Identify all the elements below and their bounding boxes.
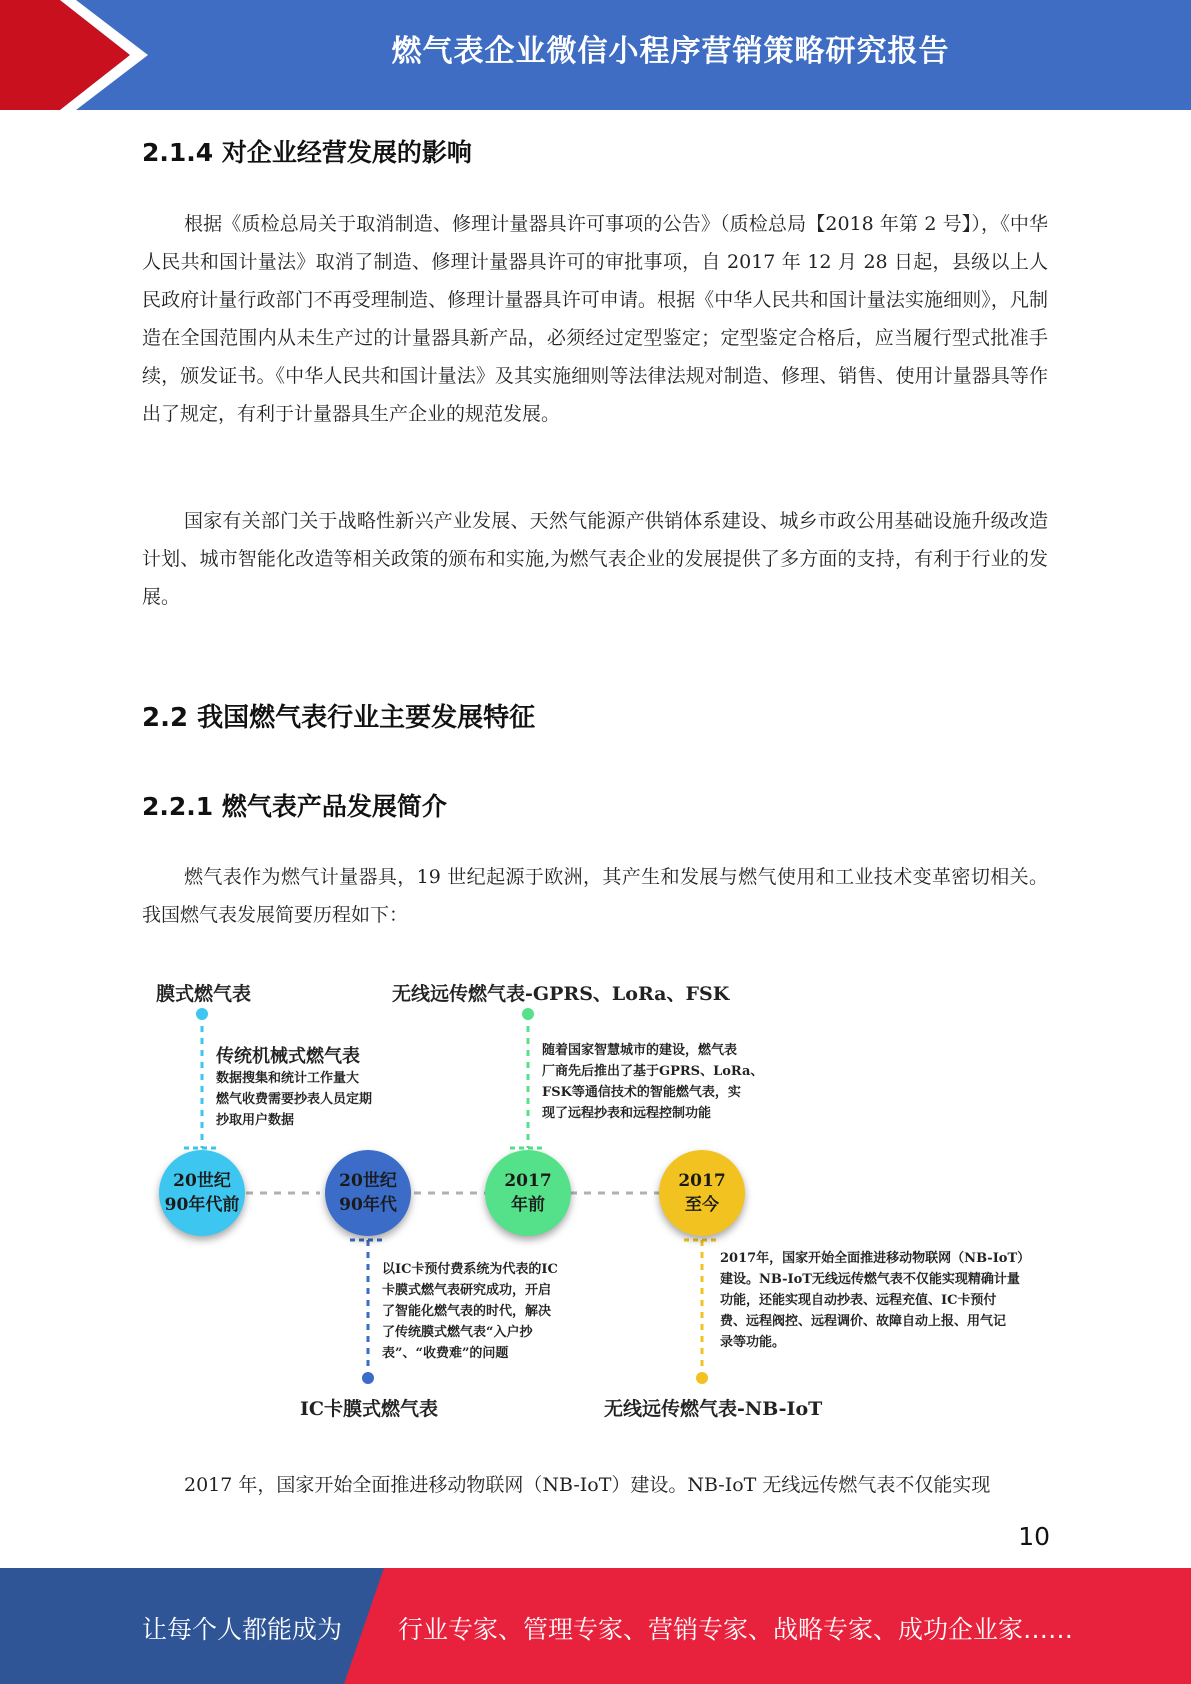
timeline-label-diaphragm-meter: 膜式燃气表	[156, 983, 252, 1005]
section-heading-2-2-1: 2.2.1 燃气表产品发展简介	[142, 792, 447, 821]
paragraph: 燃气表作为燃气计量器具，19 世纪起源于欧洲，其产生和发展与燃气使用和工业技术变革密切相关。我国燃气表发展简要历程如下：	[142, 866, 1048, 926]
timeline-node-1990s: 20世纪 90年代	[325, 1150, 411, 1236]
timeline-desc2: 以IC卡预付费系统为代表的IC 卡膜式燃气表研究成功，开启 了智能化燃气表的时代，解决 了传统膜式燃气表“入户抄 表”、“收费难”的问题	[382, 1262, 558, 1361]
paragraph: 2017 年，国家开始全面推进移动物联网（NB-IoT）建设。NB-IoT 无线远传燃气表不仅能实现	[184, 1474, 991, 1496]
timeline-desc1-title: 传统机械式燃气表	[216, 1046, 360, 1067]
timeline-desc1: 数据搜集和统计工作量大 燃气收费需要抄表人员定期 抄取用户数据	[216, 1071, 373, 1128]
timeline-connectors	[142, 960, 1062, 1430]
footer-slogan-right: 行业专家、管理专家、营销专家、战略专家、成功企业家……	[398, 1615, 1074, 1644]
page-number: 10	[1018, 1522, 1050, 1551]
timeline-label-wireless-gprs-meter: 无线远传燃气表-GPRS、LoRa、FSK	[392, 983, 730, 1005]
section-heading-2-1-4: 2.1.4 对企业经营发展的影响	[142, 138, 472, 167]
timeline-label-nb-iot-meter: 无线远传燃气表-NB-IoT	[604, 1398, 823, 1420]
timeline-label-ic-card-meter: IC卡膜式燃气表	[300, 1398, 439, 1420]
gas-meter-timeline-diagram	[142, 960, 1062, 1430]
page-footer	[0, 1568, 1191, 1684]
header-title: 燃气表企业微信小程序营销策略研究报告	[391, 34, 950, 69]
section-heading-2-2: 2.2 我国燃气表行业主要发展特征	[142, 703, 536, 733]
paragraph: 国家有关部门关于战略性新兴产业发展、天然气能源产供销体系建设、城乡市政公用基础设施升级改造计划、城市智能化改造等相关政策的颁布和实施,为燃气表企业的发展提供了多方面的支持，有利于行业的发展。	[142, 510, 1048, 608]
timeline-node-pre-1990s: 20世纪 90年代前	[159, 1150, 245, 1236]
paragraph: 根据《质检总局关于取消制造、修理计量器具许可事项的公告》（质检总局【2018 年第 2 号】），《中华人民共和国计量法》取消了制造、修理计量器具许可的审批事项，自 2017 年 12 月 28 日起，县级以上人民政府计量行政部门不再受理制造、修理计量器具许可申请。根据《中华人民共和国计量法实施细则》，凡制造在全国范围内从未生产过的计量器具新产品，必须经过定型鉴定；定型鉴定合格后，应当履行型式批准手续，颁发证书。《中华人民共和国计量法》及其实施细则等法律法规对制造、修理、销售、使用计量器具等作出了规定，有利于计量器具生产企业的规范发展。	[142, 213, 1048, 425]
page-header	[0, 0, 1191, 110]
footer-slogan-left: 让每个人都能成为	[142, 1615, 343, 1644]
timeline-desc4: 2017年，国家开始全面推进移动物联网（NB-IoT） 建设。NB-IoT无线远传燃气表不仅能实现精确计量 功能，还能实现自动抄表、远程充值、IC卡预付 费、远程阀控、远程调价、故障自动上报、用气记 录等功能。	[720, 1251, 1031, 1350]
timeline-desc3: 随着国家智慧城市的建设，燃气表 厂商先后推出了基于GPRS、LoRa、 FSK等通信技术的智能燃气表，实 现了远程抄表和远程控制功能	[542, 1043, 764, 1121]
timeline-node-before-2017: 2017 年前	[485, 1150, 571, 1236]
timeline-node-2017-present: 2017 至今	[659, 1150, 745, 1236]
